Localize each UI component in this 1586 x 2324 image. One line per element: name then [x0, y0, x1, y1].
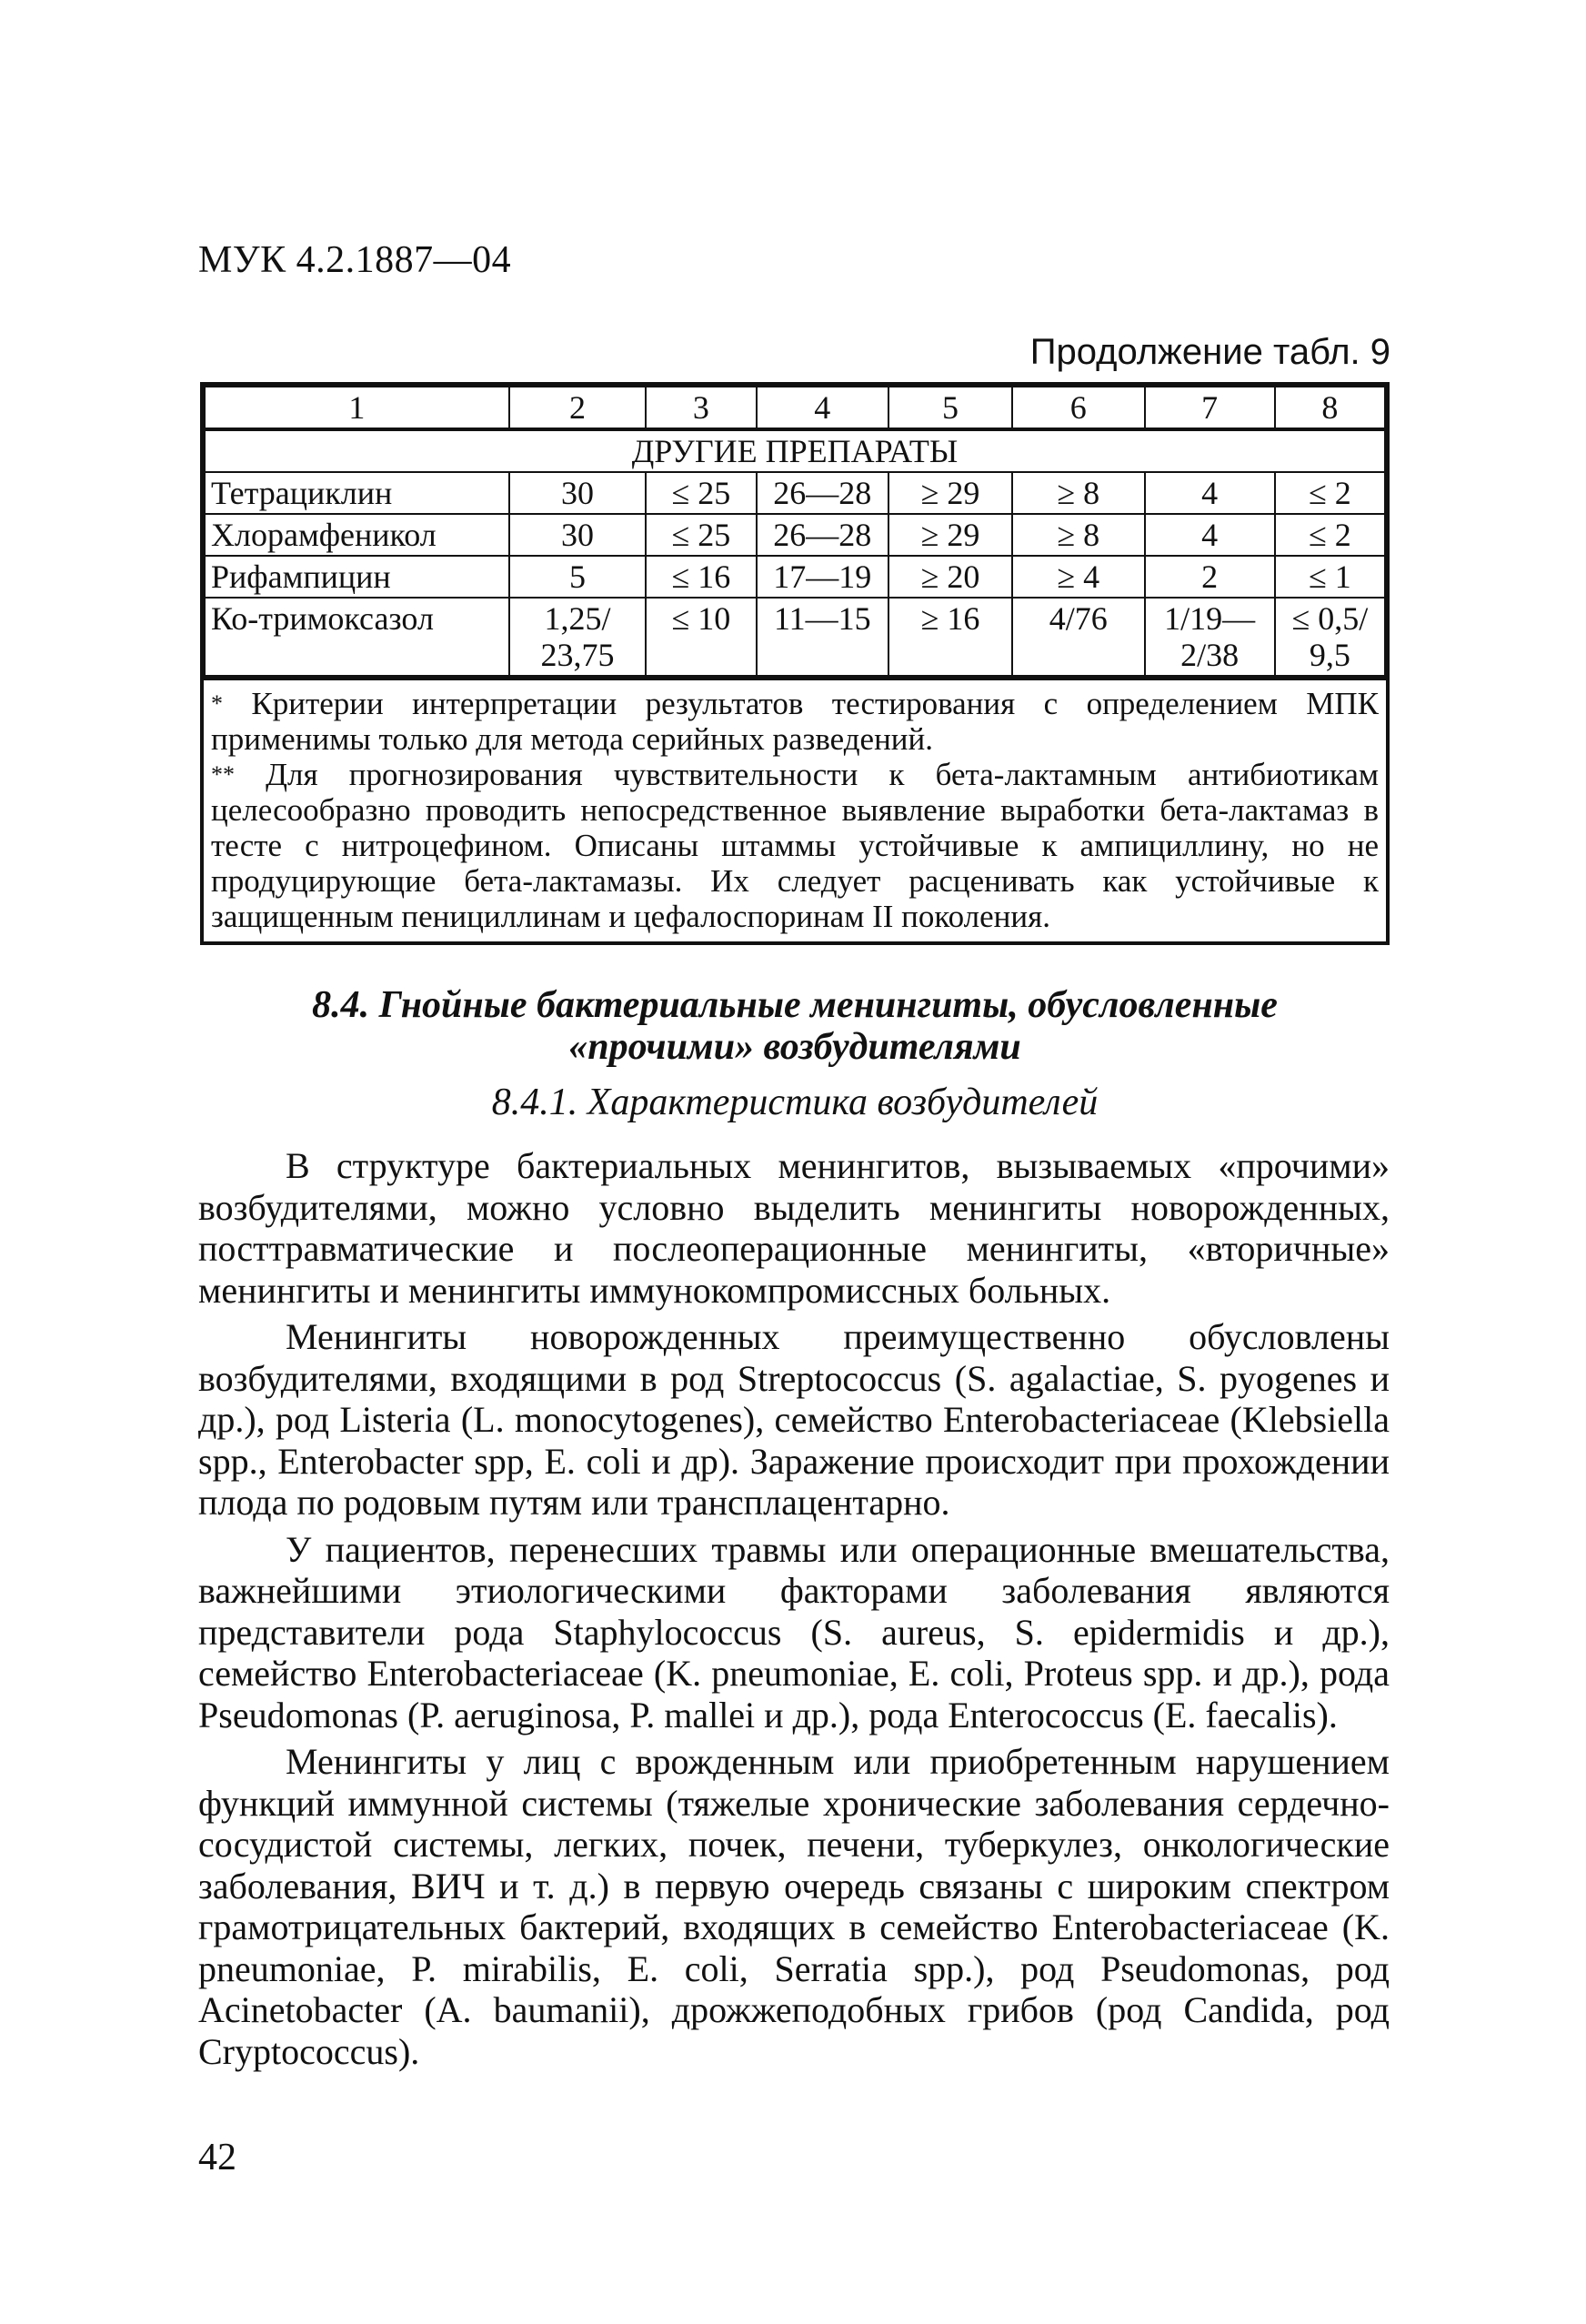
column-header: 7: [1145, 387, 1275, 429]
table-cell: ≤ 25: [646, 472, 756, 514]
section-title-line-1: 8.4. Гнойные бактериальные менингиты, обусловленные: [312, 984, 1278, 1026]
footnote-text: Для прогнозирования чувствительности к бета-лактамным антибиотикам целесообразно проводить непосредственное выявление выработки бета-лактамаз в тесте с нитроцефином. Описаны штаммы устойчивые к ампициллину, но не продуцирующие бета-лактамазы. Их следует расценивать как устойчивые к защищенным пенициллинам и цефалоспоринам II поколения.: [211, 757, 1380, 934]
table-cell: ≥ 16: [888, 598, 1012, 676]
column-header: 3: [646, 387, 756, 429]
paragraph: В структуре бактериальных менингитов, вызываемых «прочими» возбудителями, можно условно выделить менингиты новорожденных, посттравматические и послеоперационные менингиты, «вторичные» менингиты и менингиты иммунокомпромиссных больных.: [198, 1145, 1390, 1311]
table-cell: 4: [1145, 514, 1275, 556]
column-header: 5: [888, 387, 1012, 429]
footnote: [211, 686, 1379, 757]
column-header: 8: [1275, 387, 1385, 429]
page-number: 42: [198, 2137, 236, 2178]
table-cell: 26—28: [757, 514, 889, 556]
table-cell: ≤ 0,5/ 9,5: [1275, 598, 1385, 676]
document-code: МУК 4.2.1887—04: [198, 239, 512, 281]
table-header-row: [205, 387, 1385, 429]
table-cell: 4/76: [1012, 598, 1145, 676]
table-caption: Продолжение табл. 9: [1029, 332, 1390, 372]
column-header: 6: [1012, 387, 1145, 429]
table-footnotes: [204, 677, 1386, 941]
table-cell: ≤ 16: [646, 556, 756, 598]
subsection-title: 8.4.1. Характеристика возбудителей: [491, 1082, 1099, 1123]
footnote: [211, 757, 1379, 934]
table-row: [205, 514, 1385, 556]
column-header: 2: [509, 387, 646, 429]
table-cell: ≤ 2: [1275, 472, 1385, 514]
table-cell: 1/19— 2/38: [1145, 598, 1275, 676]
paragraph: Менингиты новорожденных преимущественно обусловлены возбудителями, входящими в род Streptococcus (S. agalactiae, S. pyogenes и др.), род Listeria (L. monocytogenes), семейство Enterobacteriaceae (Klebsiella spp., Enterobacter spp, E. coli и др). Заражение происходит при прохождении плода по родовым путям или трансплацентарно.: [198, 1316, 1390, 1523]
table-cell: 2: [1145, 556, 1275, 598]
table-cell: 30: [509, 472, 646, 514]
table-cell: 30: [509, 514, 646, 556]
table-cell: ≥ 8: [1012, 514, 1145, 556]
antibiotic-table: [204, 386, 1386, 677]
paragraph: У пациентов, перенесших травмы или операционные вмешательства, важнейшими этиологическими факторами заболевания являются представители рода Staphylococcus (S. aureus, S. epidermidis и др.), семейство Enterobacteriaceae (K. pneumoniae, E. coli, Proteus spp. и др.), рода Pseudomonas (P. aeruginosa, P. mallei и др.), рода Enterococcus (E. faecalis).: [198, 1528, 1390, 1735]
table-cell: ≥ 29: [888, 472, 1012, 514]
table-cell: 26—28: [757, 472, 889, 514]
table-row: [205, 472, 1385, 514]
section-title-line-2: «прочими» возбудителями: [568, 1026, 1021, 1068]
body-text: [198, 1145, 1390, 2078]
table-section-title: ДРУГИЕ ПРЕПАРАТЫ: [205, 429, 1385, 472]
drug-name: Рифампицин: [205, 556, 509, 598]
table-row: [205, 598, 1385, 676]
table-cell: ≤ 10: [646, 598, 756, 676]
table-cell: 4: [1145, 472, 1275, 514]
column-header: 1: [205, 387, 509, 429]
table-section-row: [205, 429, 1385, 472]
table-cell: ≥ 8: [1012, 472, 1145, 514]
footnote-mark: *: [211, 690, 223, 717]
footnote-text: Критерии интерпретации результатов тестирования с определением МПК применимы только для метода серийных разведений.: [211, 686, 1379, 757]
table-cell: ≥ 29: [888, 514, 1012, 556]
table-cell: 17—19: [757, 556, 889, 598]
table-row: [205, 556, 1385, 598]
table-cell: ≤ 1: [1275, 556, 1385, 598]
drug-name: Тетрациклин: [205, 472, 509, 514]
footnote-mark: **: [211, 761, 235, 788]
column-header: 4: [757, 387, 889, 429]
drug-name: Ко-тримоксазол: [205, 598, 509, 676]
table-cell: 11—15: [757, 598, 889, 676]
table-container: [200, 382, 1390, 945]
table-cell: ≤ 25: [646, 514, 756, 556]
table-cell: 5: [509, 556, 646, 598]
table-cell: ≤ 2: [1275, 514, 1385, 556]
table-cell: ≥ 20: [888, 556, 1012, 598]
table-cell: 1,25/ 23,75: [509, 598, 646, 676]
table-cell: ≥ 4: [1012, 556, 1145, 598]
drug-name: Хлорамфеникол: [205, 514, 509, 556]
paragraph: Менингиты у лиц с врожденным или приобретенным нарушением функций иммунной системы (тяжелые хронические заболевания сердечно-сосудистой системы, легких, почек, печени, туберкулез, онкологические заболевания, ВИЧ и т. д.) в первую очередь связаны с широким спектром грамотрицательных бактерий, входящих в семейство Enterobacteriaceae (K. pneumoniae, P. mirabilis, E. coli, Serratia spp.), род Pseudomonas, род Acinetobacter (A. baumanii), дрожжеподобных грибов (род Candida, род Cryptococcus).: [198, 1741, 1390, 2072]
